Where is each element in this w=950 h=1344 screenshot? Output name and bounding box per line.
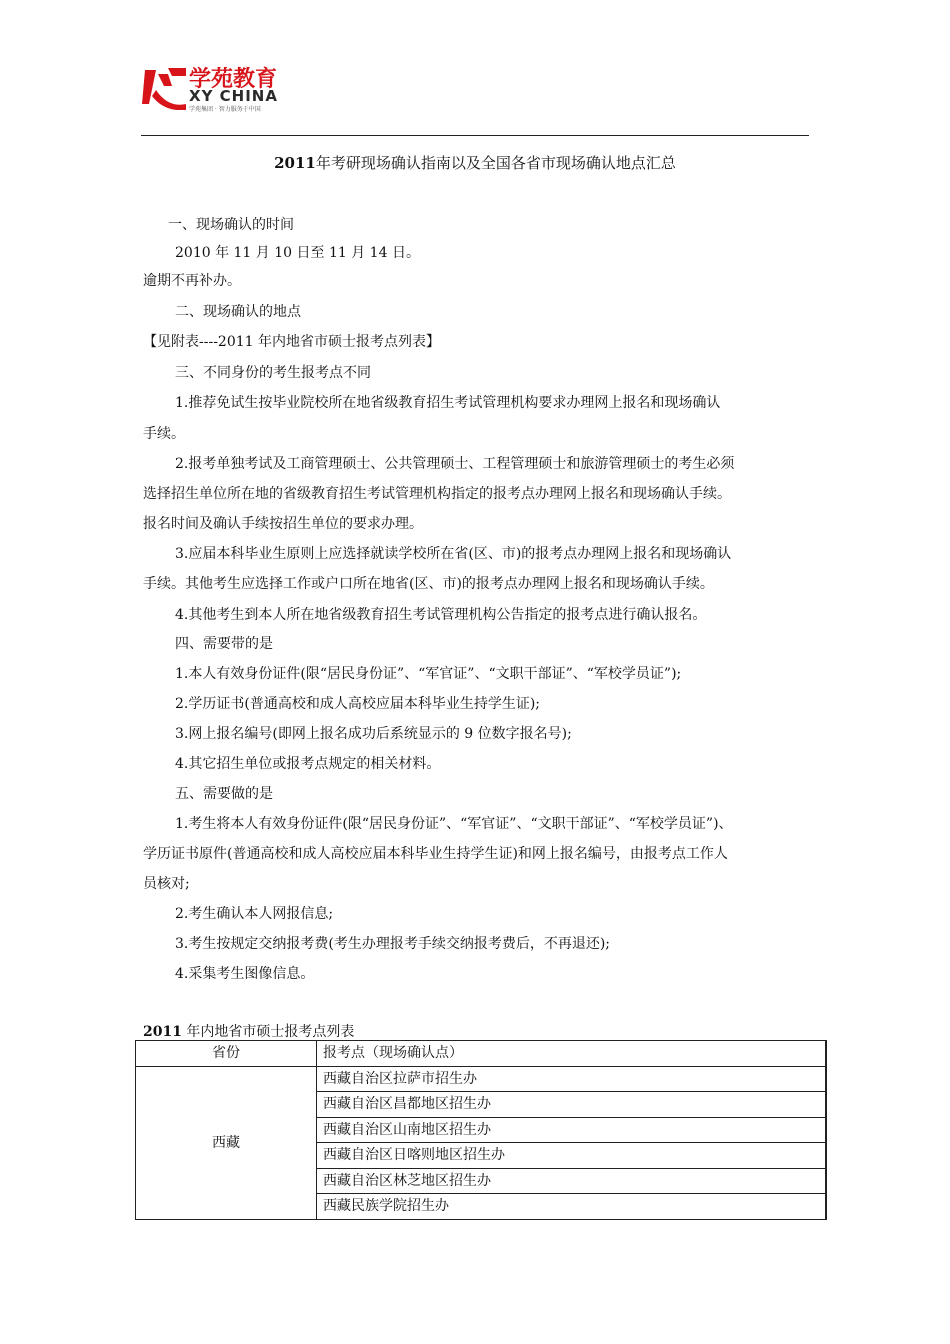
brand-logo xyxy=(142,62,302,118)
paragraph-line: 3.网上报名编号(即网上报名成功后系统显示的 9 位数字报名号); xyxy=(175,726,572,742)
table-caption-year: 2011 xyxy=(143,1024,182,1040)
paragraph-line: 2010 年 11 月 10 日至 11 月 14 日。 xyxy=(175,245,420,261)
table-caption-text: 年内地省市硕士报考点列表 xyxy=(181,1024,355,1040)
paragraph-line: 4.其它招生单位或报考点规定的相关材料。 xyxy=(175,756,441,772)
paragraph-line: 学历证书原件(普通高校和成人高校应届本科毕业生持学生证)和网上报名编号，由报考点工作人 xyxy=(143,846,728,862)
paragraph-line: 2.考生确认本人网报信息; xyxy=(175,906,334,922)
logo-slogan: 学苑集团 · 智力服务于中国 xyxy=(189,106,261,113)
paragraph-line: 3.考生按规定交纳报考费(考生办理报考手续交纳报考费后，不再退还); xyxy=(175,936,610,952)
title-year: 2011 xyxy=(274,154,316,172)
site-cell: 西藏自治区昌都地区招生办 xyxy=(317,1092,827,1118)
section-heading: 一、现场确认的时间 xyxy=(168,217,294,233)
section-heading: 四、需要带的是 xyxy=(175,636,273,652)
title-text: 年考研现场确认指南以及全国各省市现场确认地点汇总 xyxy=(315,154,676,172)
paragraph-line: 员核对; xyxy=(143,876,190,892)
paragraph-line: 4.采集考生图像信息。 xyxy=(175,966,315,982)
paragraph-line: 手续。 xyxy=(143,426,185,442)
section-heading: 二、现场确认的地点 xyxy=(175,304,301,320)
province-cell: 西藏 xyxy=(136,1066,317,1219)
section-heading: 三、不同身份的考生报考点不同 xyxy=(175,365,371,381)
paragraph-line: 1.考生将本人有效身份证件(限“居民身份证”、“军官证”、“文职干部证”、“军校学员证”)、 xyxy=(175,816,733,832)
paragraph-line: 报名时间及确认手续按招生单位的要求办理。 xyxy=(143,516,423,532)
paragraph-line: 1.本人有效身份证件(限“居民身份证”、“军官证”、“文职干部证”、“军校学员证”); xyxy=(175,666,682,682)
paragraph-line: 【见附表----2011 年内地省市硕士报考点列表】 xyxy=(143,334,440,350)
paragraph-line: 4.其他考生到本人所在地省级教育招生考试管理机构公告指定的报考点进行确认报名。 xyxy=(175,607,707,623)
xuefyuan-logo-icon xyxy=(142,64,186,110)
site-cell: 西藏自治区拉萨市招生办 xyxy=(317,1066,827,1092)
header-province: 省份 xyxy=(136,1041,317,1067)
header-rule xyxy=(141,135,809,136)
table-row xyxy=(136,1066,827,1092)
header-site: 报考点（现场确认点） xyxy=(317,1041,827,1067)
table-caption xyxy=(143,1021,354,1041)
paragraph-line: 3.应届本科毕业生原则上应选择就读学校所在省(区、市)的报考点办理网上报名和现场确认 xyxy=(175,546,732,562)
logo-en-name: XY CHINA xyxy=(189,87,278,105)
paragraph-line: 逾期不再补办。 xyxy=(143,273,241,289)
table-header-row xyxy=(136,1041,827,1067)
site-cell: 西藏自治区山南地区招生办 xyxy=(317,1117,827,1143)
site-cell: 西藏自治区日喀则地区招生办 xyxy=(317,1143,827,1169)
document-title xyxy=(0,152,950,173)
site-cell: 西藏自治区林芝地区招生办 xyxy=(317,1168,827,1194)
paragraph-line: 2.报考单独考试及工商管理硕士、公共管理硕士、工程管理硕士和旅游管理硕士的考生必须 xyxy=(175,456,735,472)
logo-cn-name: 学苑教育 xyxy=(189,67,278,92)
exam-sites-table xyxy=(135,1040,827,1220)
paragraph-line: 手续。其他考生应选择工作或户口所在地省(区、市)的报考点办理网上报名和现场确认手续。 xyxy=(143,576,714,592)
paragraph-line: 2.学历证书(普通高校和成人高校应届本科毕业生持学生证); xyxy=(175,696,540,712)
paragraph-line: 1.推荐免试生按毕业院校所在地省级教育招生考试管理机构要求办理网上报名和现场确认 xyxy=(175,395,721,411)
paragraph-line: 选择招生单位所在地的省级教育招生考试管理机构指定的报考点办理网上报名和现场确认手续。 xyxy=(143,486,731,502)
site-cell: 西藏民族学院招生办 xyxy=(317,1194,827,1220)
section-heading: 五、需要做的是 xyxy=(175,786,273,802)
